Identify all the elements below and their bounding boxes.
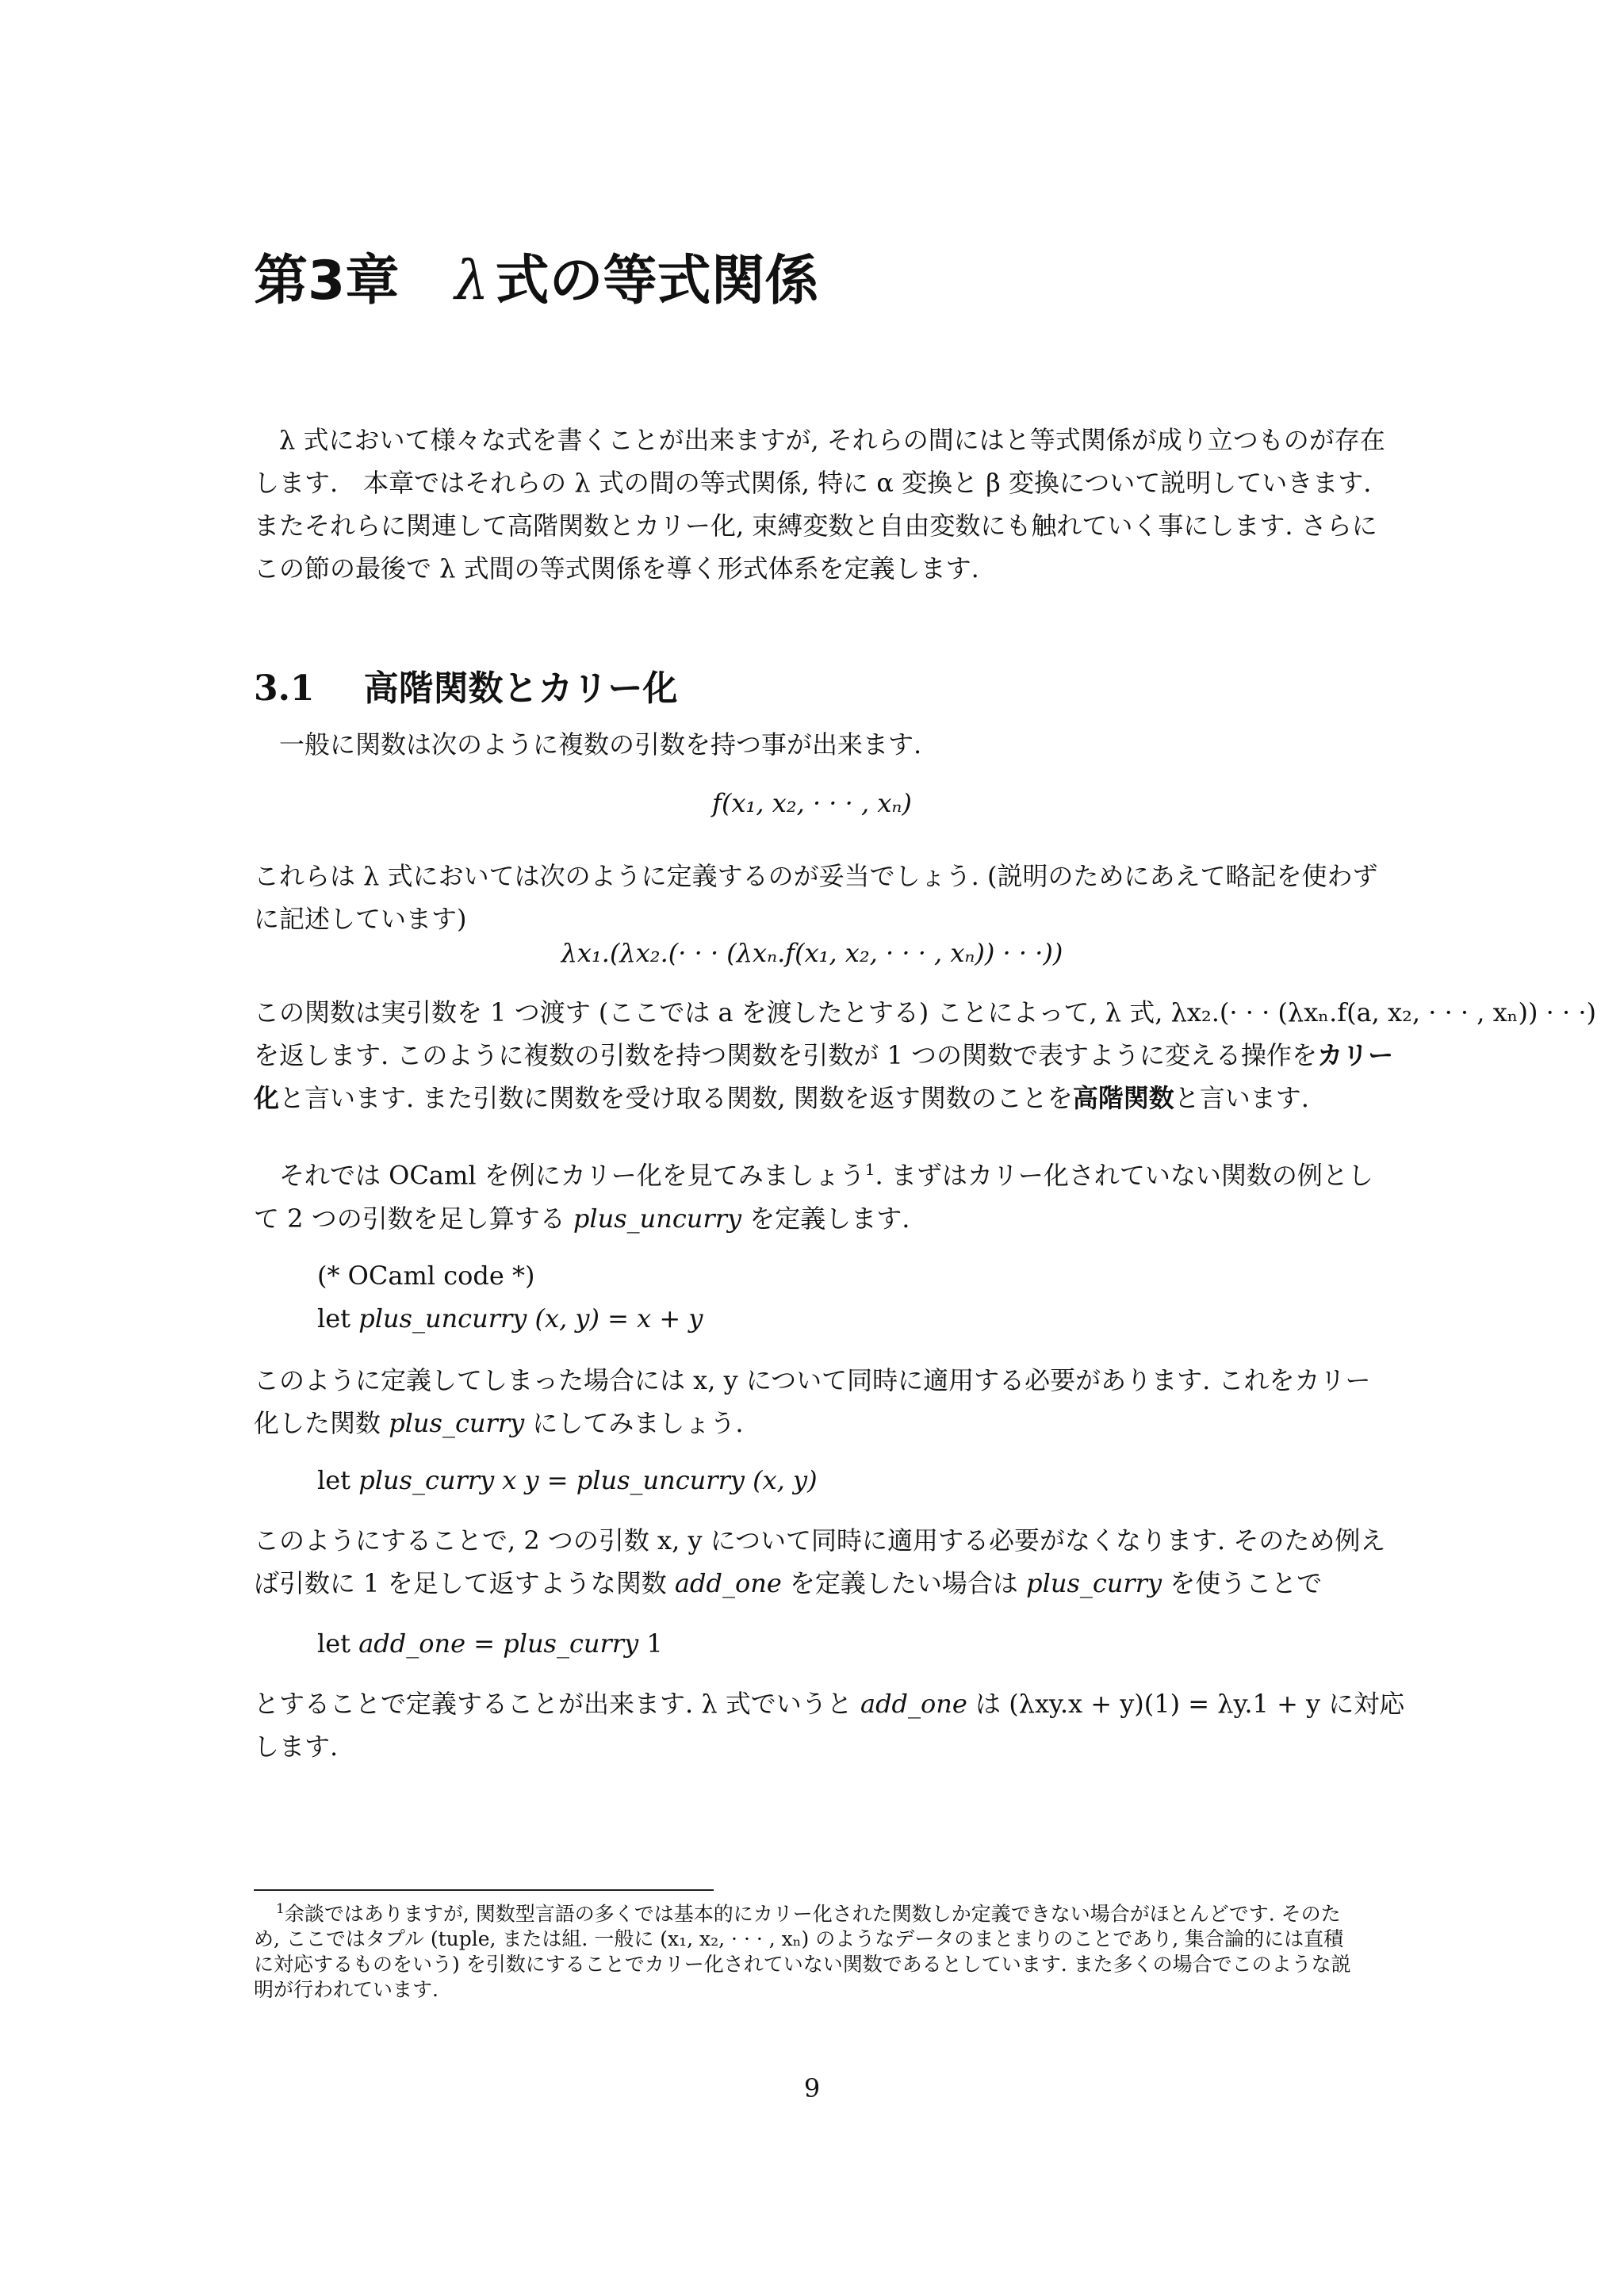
footnote: $^1$余談ではありますが, 関数型言語の多くでは基本的にカリー化された関数しか定義できない場合がほとんどです. そのた め, ここではタプル (tuple, または組. 一般に (x₁, x₂, · · · , xₙ) のようなデータのまとまりのことであり, 集合論的には直積 に対応するものをいう) を引数にすることでカリー化されていない関数であるとしています. また多くの場合でこのような説 明が行われています. xyxy=(254,1901,1351,2002)
paragraph: このように定義してしまった場合には x, y について同時に適用する必要があります. これをカリー 化した関数 plus_curry にしてみましょう. xyxy=(254,1365,1371,1438)
page-number: 9 xyxy=(803,2073,821,2103)
footnote-ref: 1 xyxy=(864,1160,875,1179)
code-block: (* OCaml code *) let plus_uncurry (x, y) = x + y xyxy=(317,1254,703,1340)
intro-line: λ 式において様々な式を書くことが出来ますが, それらの間にはと等式関係が成り立つものが存在 xyxy=(279,425,1385,455)
intro-paragraph xyxy=(254,419,1427,590)
code-comment: (* OCaml code *) xyxy=(317,1261,535,1291)
chapter-title xyxy=(254,238,818,315)
chapter-title-text: 式の等式関係 xyxy=(495,250,819,312)
code-block: let plus_curry x y = plus_uncurry (x, y) xyxy=(317,1465,818,1495)
term-currying: カリー xyxy=(1317,1040,1394,1070)
paragraph: 一般に関数は次のように複数の引数を持つ事が出来ます. xyxy=(279,729,922,760)
function-name: plus_uncurry xyxy=(573,1203,742,1234)
equation: λx₁.(λx₂.(· · · (λxₙ.f(x₁, x₂, · · · , xₙ)) · · ·)) xyxy=(561,938,1063,968)
paragraph: それでは OCaml を例にカリー化を見てみましょう$^1$. まずはカリー化されていない関数の例とし て 2 つの引数を足し算する plus_uncurry を定義します. xyxy=(254,1160,1373,1234)
intro-line: この節の最後で λ 式間の等式関係を導く形式体系を定義します. xyxy=(254,553,979,584)
equation: f(x₁, x₂, · · · , xₙ) xyxy=(712,788,912,818)
chapter-number: 第3章 xyxy=(254,250,400,312)
code-block: let add_one = plus_curry 1 xyxy=(317,1628,663,1659)
section-number: 3.1 xyxy=(254,668,315,709)
section-title: 高階関数とカリー化 xyxy=(363,668,678,709)
footnote-mark: 1 xyxy=(276,1901,285,1917)
section-heading xyxy=(254,660,678,710)
paragraph: このようにすることで, 2 つの引数 x, y について同時に適用する必要がなくなります. そのため例え ば引数に 1 を足して返すような関数 add_one を定義したい場合は plus_curry を使うことで xyxy=(254,1525,1386,1598)
paragraph: これらは λ 式においては次のように定義するのが妥当でしょう. (説明のためにあえて略記を使わず に記述しています) xyxy=(254,861,1378,934)
intro-line: します. 本章ではそれらの λ 式の間の等式関係, 特に α 変換と β 変換について説明していきます. xyxy=(254,468,1372,498)
paragraph: とすることで定義することが出来ます. λ 式でいうと add_one は (λxy.x + y)(1) = λy.1 + y に対応 します. xyxy=(254,1689,1405,1762)
chapter-lambda: λ xyxy=(454,250,489,312)
paragraph: この関数は実引数を 1 つ渡す (ここでは a を渡したとする) ことによって, λ 式, λx₂.(· · · (λxₙ.f(a, x₂, · · · , xₙ)) · · ·) を返します. このように複数の引数を持つ関数を引数が 1 つの関数で表すように変える操作をカリー 化と言います. また引数に関数を受け取る関数, 関数を返す関数のことを高階関数と言います. xyxy=(254,997,1596,1113)
intro-line: またそれらに関連して高階関数とカリー化, 束縛変数と自由変数にも触れていく事にします. さらに xyxy=(254,511,1377,541)
footnote-rule xyxy=(254,1889,714,1891)
term-higher-order: 高階関数 xyxy=(1072,1083,1174,1113)
